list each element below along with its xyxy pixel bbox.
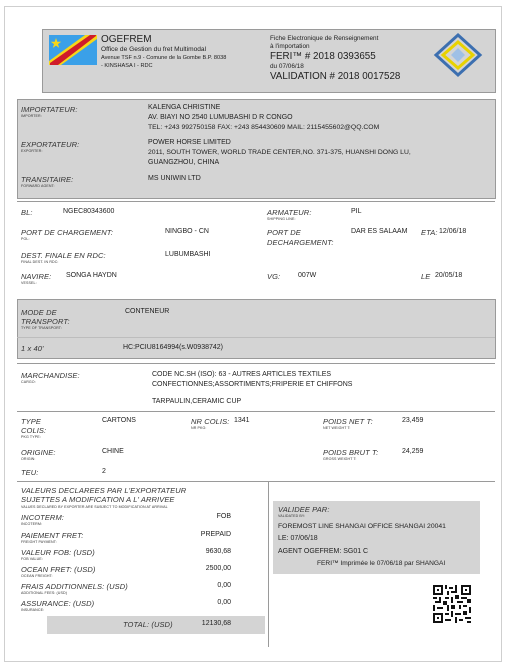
ocean-freight-label: OCEAN FRET: (USD): [21, 565, 96, 574]
feri-number: FERI™ # 2018 0393655: [270, 51, 376, 62]
eta-value: 12/06/18: [439, 228, 467, 235]
net-weight-value: 23,459: [402, 417, 424, 424]
incoterm-label: INCOTERM:: [21, 513, 64, 522]
values-title-sublabel: VALUES DECLARED BY EXPORTER ARE SUBJECT TO MODIFICATION AT ARRIVAL: [21, 505, 168, 509]
validated-by-sublabel: VALIDATED BY:: [278, 514, 306, 518]
vg-label: VG:: [267, 272, 281, 281]
drc-flag-icon: [49, 35, 97, 65]
additional-fees-value: 0,00: [217, 582, 231, 589]
column-divider: [268, 481, 269, 647]
armateur-label: ARMATEUR:: [267, 208, 312, 217]
teu-label: TEU:: [21, 468, 39, 477]
transport-label-line2: TRANSPORT:: [21, 317, 70, 326]
total-label: TOTAL: (USD): [123, 620, 173, 629]
printed-note: FERI™ Imprimée le 07/06/18 par SHANGAI: [317, 560, 446, 567]
pkg-type-label-line1: TYPE: [21, 417, 41, 426]
forwarder-label: TRANSITAIRE:: [21, 175, 74, 184]
container-size: 1 x 40': [21, 344, 44, 353]
exporter-address2: GUANGZHOU, CHINA: [148, 159, 220, 166]
forwarder-name: MS UNIWIN LTD: [148, 175, 201, 182]
freight-payment-sublabel: FREIGHT PAYMENT:: [21, 540, 57, 544]
ogefrem-logo-icon: [433, 32, 483, 78]
dest-label: DEST. FINALE EN RDC:: [21, 251, 106, 260]
divider: [17, 481, 495, 482]
transport-label-line1: MODE DE: [21, 308, 57, 317]
divider: [17, 363, 495, 364]
bl-number: NGEC80343600: [63, 208, 115, 215]
navire-value: SONGA HAYDN: [66, 272, 117, 279]
freight-payment-value: PREPAID: [200, 531, 231, 538]
bl-label: BL:: [21, 208, 33, 217]
importer-sublabel: IMPORTER:: [21, 114, 42, 118]
navire-label: NAVIRE:: [21, 272, 52, 281]
cargo-sublabel: CARGO:: [21, 380, 36, 384]
gross-weight-label: POIDS BRUT T:: [323, 448, 379, 457]
dest-sublabel: FINAL DEST. IN RDC:: [21, 260, 59, 264]
additional-fees-label: FRAIS ADDITIONNELS: (USD): [21, 582, 128, 591]
pkg-type-label-line2: COLIS:: [21, 426, 47, 435]
transport-mode: CONTENEUR: [125, 308, 170, 315]
dest-value: LUBUMBASHI: [165, 251, 211, 258]
fob-value: 9630,68: [205, 548, 231, 555]
pkg-count-value: 1341: [234, 417, 250, 424]
insurance-value: 0,00: [217, 599, 231, 606]
incoterm-value: FOB: [216, 513, 231, 520]
qr-code: [433, 585, 471, 623]
teu-value: 2: [102, 468, 106, 475]
total-value: 12130,68: [201, 620, 231, 627]
le-label: LE: [421, 272, 431, 281]
doc-title-line1: Fiche Electronique de Renseignement: [270, 35, 379, 42]
pol-value: NINGBO - CN: [165, 228, 209, 235]
fob-value-sublabel: FOB VALUE:: [21, 557, 43, 561]
divider: [17, 337, 495, 338]
pod-label-line1: PORT DE: [267, 228, 301, 237]
importer-address: AV. BIAYI NO 2540 LUMUBASHI D R CONGO: [148, 114, 293, 121]
origin-label: ORIGINE:: [21, 448, 56, 457]
exporter-name: POWER HORSE LIMITED: [148, 139, 231, 146]
exporter-sublabel: EXPORTER:: [21, 149, 43, 153]
cargo-line3: TARPAULIN,CERAMIC CUP: [152, 398, 242, 405]
pod-label-line2: DECHARGEMENT:: [267, 238, 334, 247]
feri-document: [4, 6, 502, 662]
pkg-type-value: CARTONS: [102, 417, 136, 424]
forwarder-sublabel: FORWARD AGENT:: [21, 184, 55, 188]
pkg-type-sublabel: PKG TYPE:: [21, 435, 41, 439]
pkg-count-label: NR COLIS:: [191, 417, 230, 426]
values-title-line1: VALEURS DECLAREES PAR L'EXPORTATEUR: [21, 486, 187, 495]
exporter-label: EXPORTATEUR:: [21, 140, 80, 149]
exporter-address1: 2011, SOUTH TOWER, WORLD TRADE CENTER,NO. 371-375, HUANSHI DONG LU,: [148, 149, 411, 156]
eta-label: ETA:: [421, 228, 438, 237]
pol-sublabel: POL:: [21, 237, 30, 241]
validation-agent: AGENT OGEFREM: SG01 C: [278, 548, 369, 555]
org-full-name: Office de Gestion du fret Multimodal: [101, 46, 207, 53]
insurance-sublabel: INSURANCE:: [21, 608, 45, 612]
insurance-label: ASSURANCE: (USD): [21, 599, 95, 608]
net-weight-label: POIDS NET T:: [323, 417, 373, 426]
cargo-line1: CODE NC.SH (ISO): 63 - AUTRES ARTICLES TEXTILES: [152, 371, 332, 378]
cargo-label: MARCHANDISE:: [21, 371, 80, 380]
le-value: 20/05/18: [435, 272, 463, 279]
pod-value: DAR ES SALAAM: [351, 228, 408, 235]
doc-title-line2: à l'importation: [270, 43, 310, 50]
divider: [17, 201, 495, 202]
importer-contact: TEL: +243 992750158 FAX: +243 854430609 MAIL: 2115455602@QQ.COM: [148, 124, 380, 131]
additional-fees-sublabel: ADDITIONAL FEES: (USD): [21, 591, 67, 595]
transport-sublabel: TYPE OF TRANSPORT:: [21, 326, 62, 330]
cargo-line2: CONFECTIONNES;ASSORTIMENTS;FRIPERIE ET CHIFFONS: [152, 381, 353, 388]
org-address-line2: - KINSHASA I - RDC: [101, 63, 153, 69]
armateur-sublabel: SHIPPING LINE:: [267, 217, 296, 221]
pol-label: PORT DE CHARGEMENT:: [21, 228, 114, 237]
vg-value: 007W: [298, 272, 317, 279]
pkg-count-sublabel: NR PKG:: [191, 426, 207, 430]
armateur-value: PIL: [351, 208, 362, 215]
org-name: OGEFREM: [101, 34, 152, 45]
origin-sublabel: ORIGIN:: [21, 457, 36, 461]
validation-number: VALIDATION # 2018 0017528: [270, 71, 401, 82]
divider: [17, 411, 495, 412]
validation-office: FOREMOST LINE SHANGAI OFFICE SHANGAI 20041: [278, 523, 446, 530]
fob-value-label: VALEUR FOB: (USD): [21, 548, 95, 557]
ocean-freight-value: 2500,00: [205, 565, 231, 572]
incoterm-sublabel: INCOTERM:: [21, 522, 43, 526]
feri-date: du 07/06/18: [270, 63, 304, 70]
transport-section: [17, 299, 496, 359]
importer-label: IMPORTATEUR:: [21, 105, 78, 114]
origin-value: CHINE: [102, 448, 124, 455]
validation-date: LE: 07/06/18: [278, 535, 318, 542]
ocean-freight-sublabel: OCEAN FREIGHT:: [21, 574, 53, 578]
org-address-line1: Avenue TSF n.9 - Comune de la Gombe B.P. 8038: [101, 55, 227, 61]
freight-payment-label: PAIEMENT FRET:: [21, 531, 84, 540]
net-weight-sublabel: NET WEIGHT T:: [323, 426, 351, 430]
importer-name: KALENGA CHRISTINE: [148, 104, 221, 111]
gross-weight-value: 24,259: [402, 448, 424, 455]
gross-weight-sublabel: GROSS WEIGHT T:: [323, 457, 357, 461]
values-title-line2: SUJETTES A MODIFICATION A L' ARRIVEE: [21, 495, 175, 504]
navire-sublabel: VESSEL:: [21, 281, 37, 285]
validated-by-label: VALIDEE PAR:: [278, 505, 330, 514]
container-id: HC:PCIU8164994(s.W0938742): [123, 344, 223, 351]
